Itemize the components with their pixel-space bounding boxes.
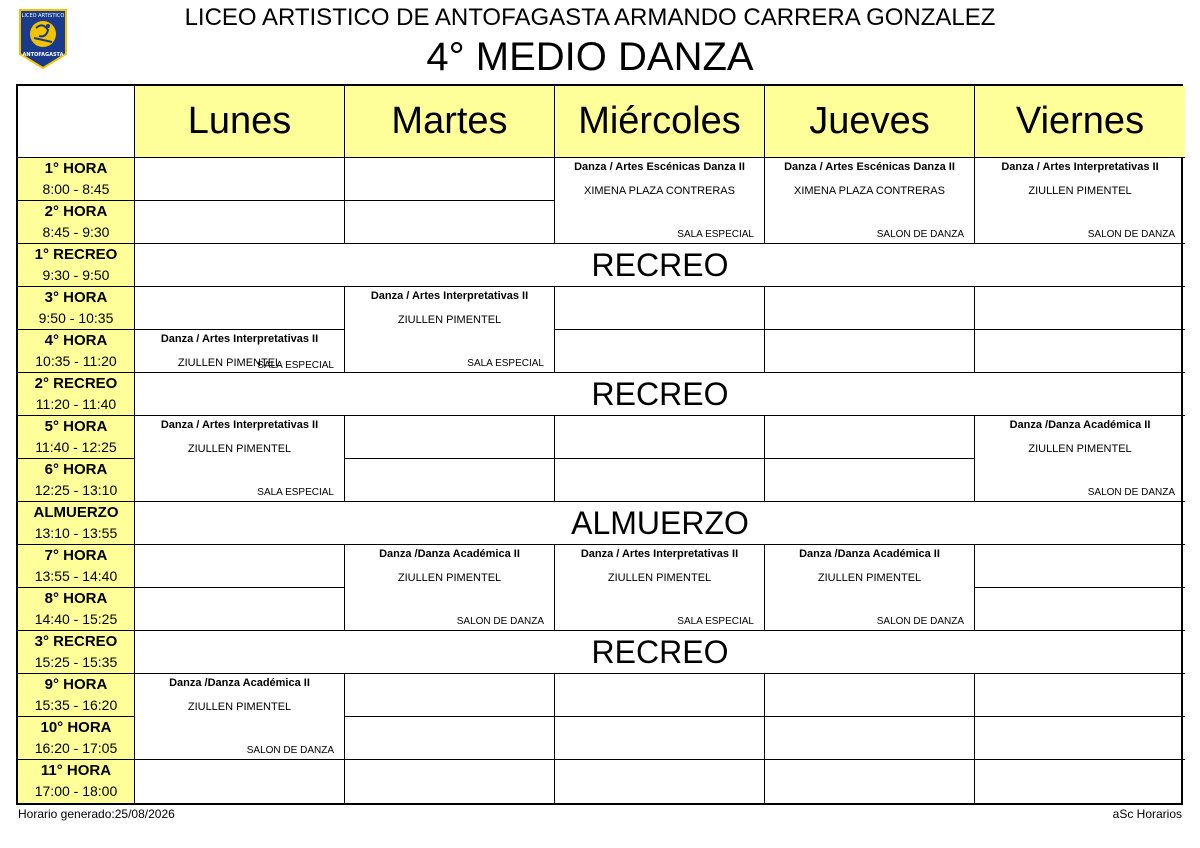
period-row-label: [18, 158, 135, 201]
period-row-label: [18, 588, 135, 631]
lesson-subject: Danza /Danza Académica II: [799, 548, 940, 560]
lesson-room: SALON DE DANZA: [456, 616, 544, 627]
period-label: 2° RECREO: [34, 375, 118, 392]
lesson-teacher: XIMENA PLAZA CONTRERAS: [584, 185, 735, 197]
period-time: 9:30 - 9:50: [42, 267, 110, 283]
period-time: 12:25 - 13:10: [34, 482, 118, 498]
period-row-label: [18, 717, 135, 760]
period-time: 16:20 - 17:05: [34, 740, 118, 756]
empty-slot: [765, 330, 975, 373]
generated-date: Horario generado:25/08/2026: [18, 807, 175, 821]
period-time: 13:55 - 14:40: [34, 568, 118, 584]
lesson-cell[interactable]: [555, 158, 765, 244]
period-time: 15:35 - 16:20: [34, 697, 118, 713]
empty-slot: [555, 674, 765, 717]
period-row-label: [18, 545, 135, 588]
lesson-cell[interactable]: [135, 416, 345, 502]
empty-slot: [555, 330, 765, 373]
period-label: 4° HORA: [44, 332, 108, 349]
empty-slot: [135, 158, 345, 201]
period-row-label: [18, 373, 135, 416]
lesson-teacher: XIMENA PLAZA CONTRERAS: [794, 185, 945, 197]
period-row-label: [18, 631, 135, 674]
period-label: 8° HORA: [44, 590, 108, 607]
break-row-recreo-3: RECREO: [135, 631, 1185, 674]
day-header-martes: Martes: [345, 86, 555, 158]
empty-slot: [555, 416, 765, 459]
period-label: 11° HORA: [40, 762, 112, 779]
lesson-room: SALON DE DANZA: [876, 616, 964, 627]
lesson-teacher: ZIULLEN PIMENTEL: [397, 314, 502, 326]
break-row-almuerzo: ALMUERZO: [135, 502, 1185, 545]
empty-slot: [135, 545, 345, 588]
lesson-cell[interactable]: [135, 330, 345, 373]
empty-slot: [765, 674, 975, 717]
lesson-room: SALA ESPECIAL: [677, 616, 754, 627]
software-credit: aSc Horarios: [1112, 807, 1182, 821]
empty-slot: [345, 760, 555, 803]
empty-slot: [345, 717, 555, 760]
lesson-teacher: ZIULLEN PIMENTEL: [187, 443, 292, 455]
empty-slot: [135, 287, 345, 330]
school-logo-icon: [18, 8, 68, 70]
period-time: 17:00 - 18:00: [34, 783, 118, 799]
empty-slot: [975, 588, 1185, 631]
lesson-teacher: ZIULLEN PIMENTEL: [397, 572, 502, 584]
lesson-subject: Danza / Artes Escénicas Danza II: [574, 161, 745, 173]
school-title: LICEO ARTISTICO DE ANTOFAGASTA ARMANDO CARRERA GONZALEZ: [184, 4, 996, 31]
period-label: 6° HORA: [44, 461, 108, 478]
lesson-room: SALON DE DANZA: [1087, 229, 1175, 240]
lesson-room: SALA ESPECIAL: [677, 229, 754, 240]
break-row-recreo-2: RECREO: [135, 373, 1185, 416]
period-label: 1° RECREO: [34, 246, 118, 263]
lesson-cell[interactable]: [975, 158, 1185, 244]
lesson-room: SALA ESPECIAL: [257, 360, 334, 371]
period-label: ALMUERZO: [33, 504, 119, 521]
period-row-label: [18, 330, 135, 373]
period-time: 13:10 - 13:55: [34, 525, 118, 541]
empty-slot: [765, 459, 975, 502]
empty-slot: [555, 717, 765, 760]
period-row-label: [18, 760, 135, 803]
lesson-room: SALON DE DANZA: [1087, 487, 1175, 498]
lesson-cell[interactable]: [765, 158, 975, 244]
period-label: 9° HORA: [44, 676, 108, 693]
lesson-subject: Danza / Artes Interpretativas II: [370, 290, 529, 302]
lesson-teacher: ZIULLEN PIMENTEL: [187, 701, 292, 713]
lesson-teacher: ZIULLEN PIMENTEL: [1028, 443, 1132, 455]
timetable-grid: [16, 84, 1183, 805]
period-time: 15:25 - 15:35: [34, 654, 118, 670]
course-title: 4° MEDIO DANZA: [426, 35, 754, 79]
lesson-subject: Danza /Danza Académica II: [1009, 419, 1151, 431]
period-label: 1° HORA: [44, 160, 108, 177]
period-time: 11:20 - 11:40: [35, 396, 117, 412]
empty-slot: [135, 588, 345, 631]
empty-slot: [135, 201, 345, 244]
logo-top-text: LICEO ARTISTICO: [21, 13, 65, 19]
lesson-room: SALON DE DANZA: [876, 229, 964, 240]
day-header-lunes: Lunes: [135, 86, 345, 158]
period-row-label: [18, 201, 135, 244]
period-row-label: [18, 459, 135, 502]
corner-cell: [18, 86, 135, 158]
period-time: 9:50 - 10:35: [38, 310, 114, 326]
period-row-label: [18, 502, 135, 545]
lesson-cell[interactable]: [975, 416, 1185, 502]
period-label: 5° HORA: [44, 418, 108, 435]
day-header-viernes: Viernes: [975, 86, 1185, 158]
empty-slot: [975, 674, 1185, 717]
empty-slot: [555, 760, 765, 803]
logo-bottom-text: ANTOFAGASTA: [22, 52, 64, 58]
period-row-label: [18, 674, 135, 717]
empty-slot: [765, 416, 975, 459]
period-row-label: [18, 287, 135, 330]
lesson-teacher: ZIULLEN PIMENTEL: [817, 572, 922, 584]
lesson-room: SALA ESPECIAL: [467, 358, 544, 369]
empty-slot: [135, 760, 345, 803]
period-label: 10° HORA: [40, 719, 112, 736]
period-time: 11:40 - 12:25: [35, 439, 117, 455]
empty-slot: [975, 717, 1185, 760]
empty-slot: [765, 717, 975, 760]
empty-slot: [345, 416, 555, 459]
day-header-miercoles: Miércoles: [555, 86, 765, 158]
lesson-room: SALA ESPECIAL: [257, 487, 334, 498]
empty-slot: [345, 459, 555, 502]
period-time: 8:00 - 8:45: [42, 181, 110, 197]
period-label: 3° RECREO: [34, 633, 118, 650]
lesson-subject: Danza / Artes Interpretativas II: [1001, 161, 1159, 173]
lesson-teacher: ZIULLEN PIMENTEL: [177, 357, 282, 369]
lesson-cell[interactable]: [555, 545, 765, 631]
empty-slot: [975, 760, 1185, 803]
lesson-cell[interactable]: [345, 287, 555, 373]
lesson-cell[interactable]: [135, 674, 345, 760]
lesson-subject: Danza / Artes Interpretativas II: [160, 333, 319, 345]
empty-slot: [975, 287, 1185, 330]
period-label: 3° HORA: [44, 289, 108, 306]
lesson-subject: Danza /Danza Académica II: [169, 677, 310, 689]
period-label: 7° HORA: [44, 547, 108, 564]
empty-slot: [345, 674, 555, 717]
empty-slot: [555, 287, 765, 330]
lesson-teacher: ZIULLEN PIMENTEL: [1028, 185, 1132, 197]
lesson-subject: Danza / Artes Interpretativas II: [580, 548, 739, 560]
lesson-teacher: ZIULLEN PIMENTEL: [607, 572, 712, 584]
empty-slot: [975, 545, 1185, 588]
empty-slot: [345, 201, 555, 244]
lesson-subject: Danza /Danza Académica II: [379, 548, 520, 560]
empty-slot: [345, 158, 555, 201]
period-time: 8:45 - 9:30: [42, 224, 110, 240]
period-label: 2° HORA: [44, 203, 108, 220]
lesson-room: SALON DE DANZA: [246, 745, 334, 756]
period-row-label: [18, 244, 135, 287]
empty-slot: [765, 287, 975, 330]
empty-slot: [555, 459, 765, 502]
lesson-cell[interactable]: [345, 545, 555, 631]
break-row-recreo-1: RECREO: [135, 244, 1185, 287]
lesson-cell[interactable]: [765, 545, 975, 631]
empty-slot: [765, 760, 975, 803]
day-header-jueves: Jueves: [765, 86, 975, 158]
period-time: 14:40 - 15:25: [34, 611, 118, 627]
lesson-subject: Danza / Artes Interpretativas II: [160, 419, 319, 431]
period-time: 10:35 - 11:20: [35, 353, 117, 369]
period-row-label: [18, 416, 135, 459]
empty-slot: [975, 330, 1185, 373]
lesson-subject: Danza / Artes Escénicas Danza II: [784, 161, 955, 173]
